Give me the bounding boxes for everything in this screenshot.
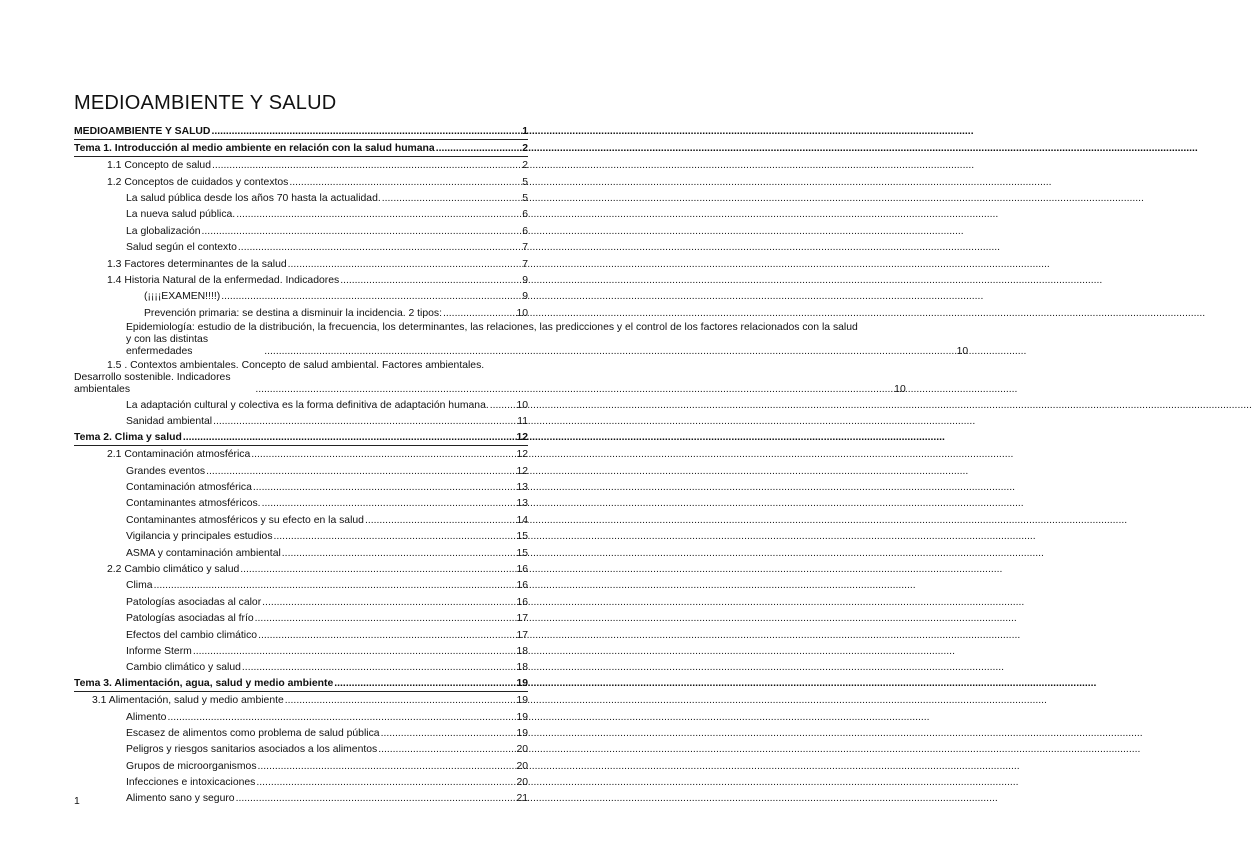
toc-entry-text: Epidemiología: estudio de la distribución, la frecuencia, los determinantes, las relaciones, las predicciones y el control de los factores relacionados con la salud	[126, 321, 858, 333]
toc-entry-page: 12	[516, 449, 528, 461]
page-number: 1	[74, 796, 80, 807]
toc-entry-page: 9	[522, 274, 528, 286]
toc-dot-leader	[240, 564, 515, 576]
toc-entry-page: 10	[516, 400, 528, 412]
toc-entry-page: 1	[522, 126, 528, 138]
toc-entry-text: Clima	[126, 580, 153, 592]
toc-entry-page: 14	[516, 514, 528, 526]
toc-entry[interactable]	[74, 659, 528, 675]
toc-dot-leader	[255, 384, 893, 396]
toc-entry-text: Vigilancia y principales estudios	[126, 531, 273, 543]
toc-entry[interactable]	[74, 593, 528, 609]
toc-dot-leader	[242, 662, 516, 674]
toc-entry-page: 19	[516, 727, 528, 739]
toc-entry-page: 9	[522, 291, 528, 303]
toc-entry-page: 20	[516, 777, 528, 789]
toc-dot-leader	[288, 259, 522, 271]
toc-entry[interactable]	[74, 157, 528, 173]
toc-dot-leader	[334, 678, 515, 690]
toc-dot-leader	[238, 242, 521, 254]
toc-entry-text: Prevención primaria: se destina a disminuir la incidencia. 2 tipos:	[144, 307, 443, 319]
toc-dot-leader	[289, 177, 521, 189]
toc-entry[interactable]	[74, 610, 528, 626]
toc-dot-leader	[258, 630, 515, 642]
toc-entry[interactable]	[74, 255, 528, 271]
toc-entry-page: 16	[516, 580, 528, 592]
toc-entry-text: Grandes eventos	[126, 465, 206, 477]
toc-entry-page: 16	[516, 596, 528, 608]
toc-entry-text: Contaminantes atmosféricos y su efecto en la salud	[126, 514, 364, 526]
toc-dot-leader	[256, 777, 515, 789]
toc-dot-leader	[264, 346, 955, 358]
toc-dot-leader	[212, 160, 521, 172]
toc-dot-leader	[193, 646, 516, 658]
toc-entry-text: Salud según el contexto	[126, 242, 237, 254]
toc-dot-leader	[262, 498, 516, 510]
toc-dot-leader	[167, 712, 515, 724]
toc-entry-text: Contaminación atmosférica	[126, 482, 252, 494]
toc-entry[interactable]	[74, 446, 528, 462]
toc-entry[interactable]	[74, 190, 528, 206]
toc-entry-page: 13	[516, 498, 528, 510]
toc-entry-text: MEDIOAMBIENTE Y SALUD	[74, 126, 211, 138]
toc-entry-text: Patologías asociadas al calor	[126, 596, 262, 608]
toc-entry-text: Tema 1. Introducción al medio ambiente en relación con la salud humana	[74, 142, 435, 154]
toc-entry-text: 1.1 Concepto de salud	[107, 160, 211, 172]
toc-entry-text: Tema 3. Alimentación, agua, salud y medio ambiente	[74, 677, 334, 689]
toc-entry-page: 19	[516, 711, 528, 723]
toc-dot-leader	[258, 761, 516, 773]
table-of-contents	[74, 124, 969, 806]
toc-dot-leader	[262, 597, 515, 609]
toc-entry-text: (¡¡¡¡EXAMEN!!!!)	[144, 291, 221, 303]
toc-entry[interactable]	[74, 626, 528, 642]
toc-dot-leader	[251, 449, 515, 461]
toc-entry-text: 1.3 Factores determinantes de la salud	[107, 258, 287, 270]
toc-entry-text: 2.2 Cambio climático y salud	[107, 563, 240, 575]
toc-dot-leader	[378, 744, 515, 756]
toc-entry[interactable]	[74, 643, 528, 659]
toc-entry[interactable]	[74, 774, 528, 790]
toc-entry-page: 10	[516, 307, 528, 319]
toc-entry[interactable]	[74, 790, 528, 806]
toc-entry[interactable]	[74, 495, 528, 511]
toc-entry[interactable]	[74, 511, 528, 527]
toc-dot-leader	[213, 416, 516, 428]
toc-entry[interactable]	[74, 561, 528, 577]
toc-dot-leader	[221, 291, 521, 303]
toc-entry[interactable]	[74, 675, 528, 691]
toc-dot-leader	[365, 515, 515, 527]
toc-entry-text: 1.4 Historia Natural de la enfermedad. Indicadores	[107, 274, 340, 286]
toc-entry[interactable]	[74, 359, 906, 397]
toc-entry-page: 12	[516, 431, 528, 443]
toc-dot-leader	[236, 793, 516, 805]
toc-entry[interactable]	[74, 757, 528, 773]
toc-entry-page: 6	[522, 225, 528, 237]
toc-entry-page: 15	[516, 531, 528, 543]
toc-entry[interactable]	[74, 741, 528, 757]
toc-entry-page: 18	[516, 645, 528, 657]
toc-entry[interactable]	[74, 462, 528, 478]
toc-entry-page: 19	[516, 677, 528, 689]
toc-entry-page: 17	[516, 629, 528, 641]
toc-entry[interactable]	[74, 206, 528, 222]
toc-dot-leader	[443, 308, 515, 320]
toc-entry[interactable]	[74, 173, 528, 189]
toc-entry[interactable]	[74, 288, 528, 304]
toc-entry-text: Sanidad ambiental	[126, 416, 213, 428]
toc-entry-text: 1.5 . Contextos ambientales. Concepto de salud ambiental. Factores ambientales.	[107, 359, 485, 371]
document-title: MEDIOAMBIENTE Y SALUD	[74, 92, 337, 114]
toc-entry-text: y con las distintas enfermedades	[126, 333, 209, 357]
toc-entry-text: Peligros y riesgos sanitarios asociados a los alimentos	[126, 744, 378, 756]
toc-entry-page: 5	[522, 176, 528, 188]
toc-entry-text: 3.1 Alimentación, salud y medio ambiente	[92, 695, 284, 707]
toc-entry[interactable]	[74, 708, 528, 724]
toc-entry[interactable]	[74, 725, 528, 741]
toc-entry-text: ASMA y contaminación ambiental	[126, 547, 281, 559]
toc-entry-text: La salud pública desde los años 70 hasta la actualidad.	[126, 192, 381, 204]
toc-entry-page: 10	[956, 345, 969, 357]
toc-dot-leader	[211, 126, 521, 138]
toc-entry[interactable]	[74, 124, 528, 140]
toc-entry-page: 20	[516, 760, 528, 772]
toc-dot-leader	[382, 193, 521, 205]
toc-entry-page: 5	[522, 192, 528, 204]
toc-dot-leader	[255, 613, 516, 625]
toc-entry-text: Infecciones e intoxicaciones	[126, 777, 256, 789]
toc-entry[interactable]	[74, 577, 528, 593]
toc-entry[interactable]	[74, 272, 528, 288]
toc-entry[interactable]	[74, 692, 528, 708]
toc-entry-text: Alimento sano y seguro	[126, 793, 235, 805]
toc-entry-page: 2	[522, 160, 528, 172]
toc-dot-leader	[274, 531, 516, 543]
toc-entry[interactable]	[74, 222, 528, 238]
toc-entry[interactable]	[74, 304, 528, 320]
toc-dot-leader	[183, 432, 516, 444]
toc-dot-leader	[236, 209, 521, 221]
toc-entry-text: La globalización	[126, 225, 201, 237]
toc-entry-text: Tema 2. Clima y salud	[74, 431, 182, 443]
toc-dot-leader	[381, 728, 516, 740]
toc-entry-text: Grupos de microorganismos	[126, 760, 257, 772]
toc-entry-text: La nueva salud pública.	[126, 209, 236, 221]
toc-entry[interactable]	[74, 239, 528, 255]
toc-dot-leader	[154, 580, 516, 592]
toc-entry-text: Cambio climático y salud	[126, 662, 241, 674]
toc-entry-text: Patologías asociadas al frío	[126, 613, 254, 625]
toc-entry[interactable]	[74, 528, 528, 544]
toc-entry-text: Contaminantes atmosféricos.	[126, 498, 261, 510]
toc-dot-leader	[340, 275, 521, 287]
toc-dot-leader	[206, 466, 515, 478]
toc-entry-text: Alimento	[126, 711, 167, 723]
toc-dot-leader	[285, 695, 516, 707]
toc-entry-page: 13	[516, 482, 528, 494]
toc-entry-text: Escasez de alimentos como problema de salud pública	[126, 727, 380, 739]
toc-entry[interactable]	[74, 397, 528, 413]
toc-dot-leader	[490, 400, 516, 412]
toc-entry-page: 20	[516, 744, 528, 756]
toc-entry-text: 1.2 Conceptos de cuidados y contextos	[107, 176, 289, 188]
toc-entry[interactable]	[74, 544, 528, 560]
toc-entry-page: 17	[516, 613, 528, 625]
toc-entry-page: 10	[894, 383, 906, 395]
toc-entry[interactable]	[74, 413, 528, 429]
toc-entry-text: Informe Sterm	[126, 645, 192, 657]
toc-dot-leader	[282, 548, 516, 560]
toc-entry-text: La adaptación cultural y colectiva es la forma definitiva de adaptación humana.	[126, 400, 489, 412]
toc-entry-page: 11	[517, 416, 528, 428]
toc-entry-page: 19	[516, 695, 528, 707]
toc-entry-page: 7	[522, 242, 528, 254]
toc-entry[interactable]	[74, 321, 969, 359]
toc-entry-text: 2.1 Contaminación atmosférica	[107, 449, 251, 461]
toc-entry[interactable]	[74, 140, 528, 156]
toc-entry-page: 2	[522, 142, 528, 154]
toc-entry-page: 16	[516, 563, 528, 575]
toc-entry-page: 21	[516, 793, 528, 805]
toc-entry[interactable]	[74, 429, 528, 445]
toc-entry-text: Desarrollo sostenible. Indicadores ambientales	[74, 371, 231, 395]
toc-entry-page: 7	[522, 258, 528, 270]
toc-dot-leader	[436, 143, 522, 155]
toc-entry[interactable]	[74, 479, 528, 495]
toc-entry-page: 6	[522, 209, 528, 221]
toc-dot-leader	[253, 482, 516, 494]
toc-entry-text: Efectos del cambio climático	[126, 629, 258, 641]
toc-entry-page: 15	[516, 547, 528, 559]
toc-entry-page: 12	[516, 465, 528, 477]
toc-entry-page: 18	[516, 662, 528, 674]
toc-dot-leader	[202, 226, 522, 238]
